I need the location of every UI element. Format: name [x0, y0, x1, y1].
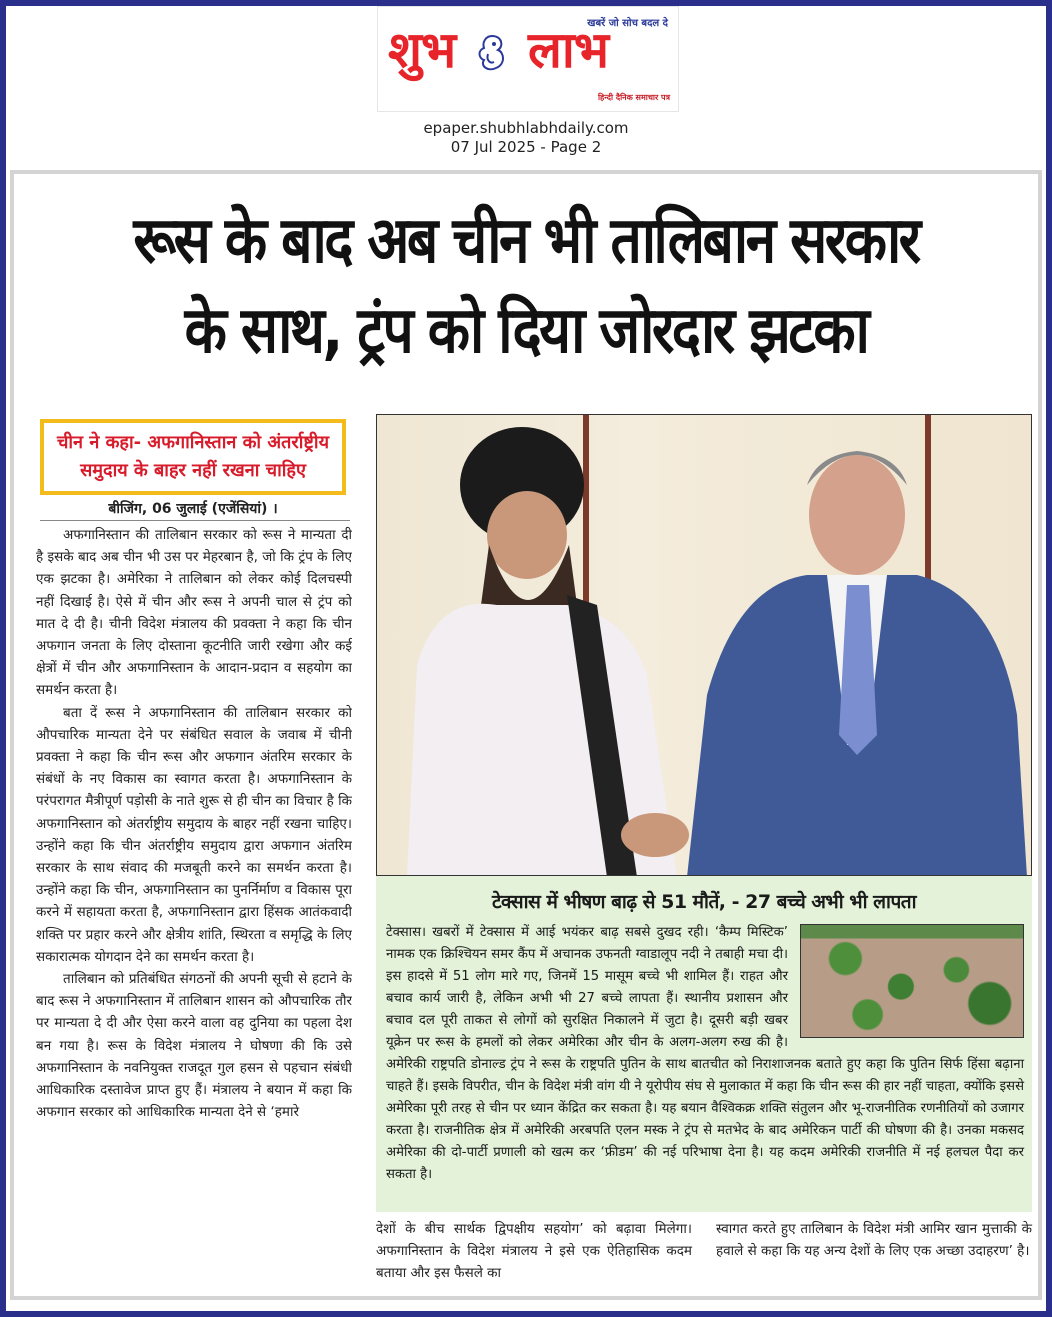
article-continuation: देशों के बीच सार्थक द्विपक्षीय सहयोग’ को बढ़ावा मिलेगा। अफगानिस्तान के विदेश मंत्रालय ने इसे एक ऐतिहासिक कदम बताया और इस फैसले का — [376, 1221, 692, 1282]
headline-line-1: रूस के बाद अब चीन भी तालिबान सरकार — [133, 204, 919, 278]
ganesh-icon — [472, 30, 512, 78]
dateline: बीजिंग, 06 जुलाई (एजेंसियां) । — [108, 501, 278, 517]
article-column-left — [36, 524, 352, 1284]
article-continuation: स्वागत करते हुए तालिबान के विदेश मंत्री आमिर खान मुत्ताकी के हवाले से कहा कि यह अन्य देशों के लिए एक अच्छा उदाहरण’ है। — [716, 1221, 1032, 1260]
sidebar-story-box — [376, 876, 1032, 1212]
subheadline-line-2: समुदाय के बाहर नहीं रखना चाहिए — [80, 460, 306, 481]
handshake-photo — [376, 414, 1032, 876]
headline-line-2: के साथ, ट्रंप को दिया जोरदार झटका — [184, 294, 868, 368]
article-paragraph: तालिबान को प्रतिबंधित संगठनों की अपनी सूची से हटाने के बाद रूस ने अफगानिस्तान में तालिबान शासन को औपचारिक तौर पर मान्यता दे दी और ऐसा करने वाला वह दुनिया का पहला देश बन गया है। रूस के विदेश मंत्रालय ने घोषणा की कि उसे अफगानिस्तान के नवनियुक्त राजदूत गुल हसन से पहचान संबंधी आधिकारिक दस्तावेज प्राप्त हुए हैं। मंत्रालय ने बयान में कहा कि अफगान सरकार को आधिकारिक मान्यता देने से ‘हमारे — [36, 971, 352, 1121]
article-column-middle — [376, 1218, 692, 1285]
sidebar-story-text: टेक्सास। खबरों में टेक्सास में आई भयंकर बाढ़ सबसे दुखद रही। ‘कैम्प मिस्टिक’ नामक एक क्रिश्चियन समर कैंप में अचानक उफनती ग्वाडालूप नदी ने तबाही मचा दी। इस हादसे में 51 लोग मारे गए, जिनमें 15 मासूम बच्चे भी शामिल हैं। राहत और बचाव कार्य जारी है, लेकिन अभी भी 27 बच्चे लापता हैं। स्थानीय प्रशासन और बचाव दल पूरी ताकत से लोगों को सुरक्षित निकालने में जुटा है। दूसरी बड़ी खबर यूक्रेन पर रूस के हमलों को लेकर अमेरिका और चीन के अलग-अलग रुख की है। अमेरिकी राष्ट्रपति डोनाल्ड ट्रंप ने रूस के राष्ट्रपति पुतिन के साथ बातचीत को निराशाजनक बताते हुए कहा कि पुतिन सिर्फ हिंसा बढ़ाना चाहते हैं। इसके विपरीत, चीन के विदेश मंत्री वांग यी ने यूरोपीय संघ से मुलाकात में कहा कि चीन रूस की हार नहीं चाहता, क्योंकि इससे अमेरिका पूरी तरह से चीन पर ध्यान केंद्रित कर सकता है। यह बयान वैश्विकक्र शक्ति संतुलन और भू-राजनीतिक रणनीतियों को उजागर करता है। राजनीतिक क्षेत्र में अमेरिकी अरबपति एलन मस्क ने ट्रंप से मतभेद के बाद अमेरिकन पार्टी की घोषणा की है। उनका मकसद अमेरिका की दो-पार्टी प्रणाली को खत्म कर ‘फ्रीडम’ की नई परिभाषा देना है। यह कदम अमेरिकी राजनीति में नई हलचल पैदा कर सकता है। — [386, 925, 1024, 1182]
sidebar-story-title: टेक्सास में भीषण बाढ़ से 51 मौतें, - 27 बच्चे अभी भी लापता — [491, 891, 917, 913]
brand-name — [388, 21, 608, 79]
article-column-right — [716, 1218, 1032, 1262]
subheadline-line-1: चीन ने कहा- अफगानिस्तान को अंतर्राष्ट्रीय — [56, 432, 330, 453]
brand-left: शुभ — [388, 21, 456, 79]
divider — [40, 520, 350, 521]
masthead-tagline: खबरें जो सोच बदल दे — [587, 18, 668, 29]
sidebar-story-body — [386, 922, 1024, 1186]
masthead-logo — [377, 6, 679, 112]
article-paragraph: बता दें रूस ने अफगानिस्तान की तालिबान सरकार को औपचारिक मान्यता देने पर संबंधित सवाल के जवाब में चीनी प्रवक्ता ने कहा कि चीन रूस और अफगान अंतरिम सरकार के संबंधों के नए विकास का स्वागत करता है। अफगानिस्तान के परंपरागत मैत्रीपूर्ण पड़ोसी के नाते शुरू से ही चीन का विचार है कि अफगानिस्तान को अंतर्राष्ट्रीय समुदाय के बाहर नहीं रखना चाहिए। उन्होंने कहा कि चीन अंतर्राष्ट्रीय समुदाय द्वारा अफगान अंतरिम सरकार के साथ संवाद की मजबूती करने का समर्थन करता है। उन्होंने कहा कि चीन, अफगानिस्तान का पुनर्निर्माण व विकास पूरा करने में सहायता करता है, अफगानिस्तान द्वारा हिंसक आतंकवादी शक्ति पर प्रहार करने और क्षेत्रीय शांति, स्थिरता व समृद्धि के लिए सकारात्मक योगदान देने का समर्थन करता है। — [36, 704, 352, 965]
source-date-page: 07 Jul 2025 - Page 2 — [450, 138, 602, 156]
flood-aerial-photo — [800, 924, 1024, 1038]
subheadline-box — [40, 419, 346, 495]
epaper-page — [6, 6, 1046, 1311]
headline — [86, 196, 967, 376]
source-url[interactable]: epaper.shubhlabhdaily.com — [423, 119, 629, 137]
brand-right: लाभ — [528, 21, 608, 79]
masthead-subtag: हिन्दी दैनिक समाचार पत्र — [597, 93, 670, 102]
photo-figures — [377, 415, 1032, 876]
article-frame — [10, 170, 1042, 1300]
article-paragraph: अफगानिस्तान की तालिबान सरकार को रूस ने मान्यता दी है इसके बाद अब चीन भी उस पर मेहरबान है, जो कि ट्रंप के लिए एक झटका है। अमेरिका ने तालिबान को लेकर कोई दिलचस्पी नहीं दिखाई है। ऐसे में चीन और रूस ने अपनी चाल से ट्रंप को मात दे दी है। चीनी विदेश मंत्रालय की प्रवक्ता ने कहा कि चीन अफगान जनता के लिए दोस्ताना कूटनीति जारी रखेगा और कई क्षेत्रों में चीन और अफगानिस्तान के आदान-प्रदान व सहयोग का समर्थन करता है। — [36, 527, 352, 699]
